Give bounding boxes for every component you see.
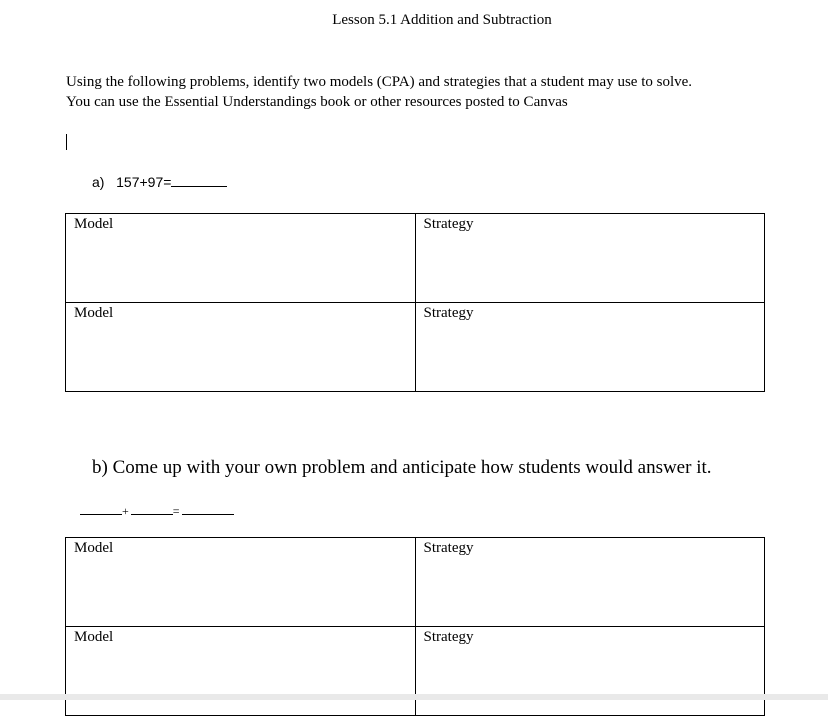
blank-sum[interactable] xyxy=(182,502,234,515)
model-strategy-table-a xyxy=(65,213,765,392)
table-row xyxy=(66,627,765,716)
blank-addend-2[interactable] xyxy=(131,502,173,515)
instructions xyxy=(66,72,806,112)
table-row xyxy=(66,214,765,303)
instructions-line-1: Using the following problems, identify two models (CPA) and strategies that a student may use to solve. xyxy=(66,74,693,90)
model-strategy-table-b xyxy=(65,537,765,716)
document-title: Lesson 5.1 Addition and Subtraction xyxy=(332,12,552,28)
model-cell[interactable]: Model xyxy=(66,627,416,716)
text-cursor[interactable] xyxy=(66,134,67,150)
model-cell[interactable]: Model xyxy=(66,538,416,627)
custom-problem-equation xyxy=(80,502,234,519)
model-cell[interactable]: Model xyxy=(66,214,416,303)
strategy-cell[interactable]: Strategy xyxy=(415,538,765,627)
answer-blank[interactable] xyxy=(171,174,227,187)
table-row xyxy=(66,538,765,627)
equals-sign: = xyxy=(172,504,180,518)
page-edge xyxy=(0,694,828,700)
instructions-line-2: You can use the Essential Understandings book or other resources posted to Canvas xyxy=(66,94,568,110)
blank-addend-1[interactable] xyxy=(80,502,122,515)
strategy-cell[interactable]: Strategy xyxy=(415,214,765,303)
question-a-label: a) xyxy=(92,174,105,190)
question-b: b) Come up with your own problem and anticipate how students would answer it. xyxy=(92,457,712,478)
plus-sign: + xyxy=(122,504,129,518)
strategy-cell[interactable]: Strategy xyxy=(415,303,765,392)
question-a-problem: 157+97= xyxy=(116,174,172,190)
table-row xyxy=(66,303,765,392)
model-cell[interactable]: Model xyxy=(66,303,416,392)
question-a xyxy=(92,174,227,190)
strategy-cell[interactable]: Strategy xyxy=(415,627,765,716)
